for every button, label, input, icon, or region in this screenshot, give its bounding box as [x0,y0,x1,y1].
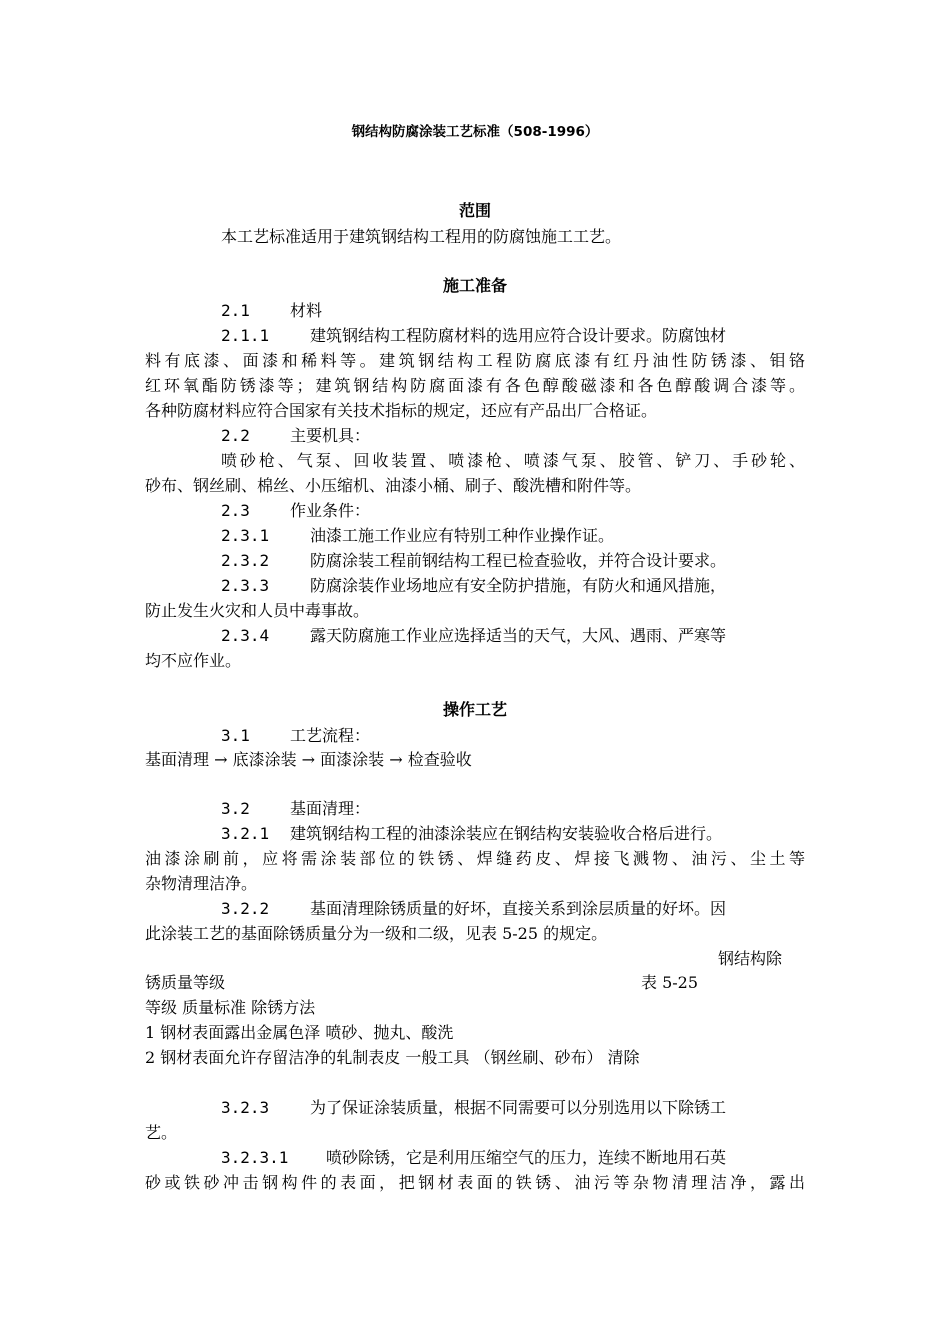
item-text: 此涂装工艺的基面除锈质量分为一级和二级，见表 5-25 的规定。 [145,924,608,943]
item-text: 红环氧酯防锈漆等；建筑钢结构防腐面漆有各色醇酸磁漆和各色醇酸调合漆等。 [145,376,805,395]
item-text: 基面清理： [290,799,371,818]
item-text: 砂布、钢丝刷、棉丝、小压缩机、油漆小桶、刷子、酸洗槽和附件等。 [145,476,642,495]
item-text: 主要机具： [290,426,371,445]
paragraph-scope: 本工艺标准适用于建筑钢结构工程用的防腐蚀施工工艺。 [221,227,622,246]
item-text: 防腐涂装作业场地应有安全防护措施，有防火和通风措施， [310,576,727,595]
item-text: 杂物清理洁净。 [145,874,258,893]
item-text: 喷砂枪、气泵、回收装置、喷漆枪、喷漆气泵、胶管、铲刀、手砂轮、 [221,451,805,470]
item-text: 料有底漆、面漆和稀料等。建筑钢结构工程防腐底漆有红丹油性防锈漆、钼铬 [145,351,805,370]
heading-preparation: 施工准备 [442,276,507,295]
item-number: 3.2.3 [221,1098,270,1117]
item-text: 均不应作业。 [145,651,242,670]
process-flow: 基面清理 → 底漆涂装 → 面漆涂装 → 检查验收 [145,750,472,769]
item-text: 基面清理除锈质量的好坏，直接关系到涂层质量的好坏。因 [310,899,727,918]
item-text: 建筑钢结构工程的油漆涂装应在钢结构安装验收合格后进行。 [290,824,723,843]
item-number: 3.2.3.1 [221,1148,289,1167]
table-row: 1 钢材表面露出金属色泽 喷砂、抛丸、酸洗 [145,1023,454,1042]
table-row: 2 钢材表面允许存留洁净的轧制表皮 一般工具 （钢丝刷、砂布） 清除 [145,1048,640,1067]
item-text: 砂或铁砂冲击钢构件的表面，把钢材表面的铁锈、油污等杂物清理洁净，露出 [145,1173,805,1192]
item-text: 作业条件： [290,501,371,520]
item-number: 3.2.1 [221,824,270,843]
item-text: 喷砂除锈，它是利用压缩空气的压力，连续不断地用石英 [326,1148,727,1167]
item-text: 油漆工施工作业应有特别工种作业操作证。 [310,526,615,545]
item-number: 2.3 [221,501,250,520]
item-number: 2.1.1 [221,326,270,345]
item-number: 2.3.2 [221,551,270,570]
item-text: 工艺流程： [290,726,371,745]
table-title: 锈质量等级 [145,973,226,992]
document-title: 钢结构防腐涂装工艺标准（508-1996） [351,124,599,140]
heading-scope: 范围 [458,201,491,220]
item-number: 2.3.1 [221,526,270,545]
item-number: 3.1 [221,726,250,745]
table-number: 表 5-25 [641,973,699,992]
item-number: 3.2 [221,799,250,818]
item-number: 2.3.3 [221,576,270,595]
item-text: 建筑钢结构工程防腐材料的选用应符合设计要求。防腐蚀材 [310,326,727,345]
heading-operation: 操作工艺 [442,700,507,719]
table-title: 钢结构除 [718,949,783,968]
item-text: 为了保证涂装质量，根据不同需要可以分别选用以下除锈工 [310,1098,727,1117]
item-number: 2.2 [221,426,250,445]
item-number: 2.1 [221,301,250,320]
item-text: 防腐涂装工程前钢结构工程已检查验收，并符合设计要求。 [310,551,727,570]
item-text: 油漆涂刷前，应将需涂装部位的铁锈、焊缝药皮、焊接飞溅物、油污、尘土等 [145,849,805,868]
item-number: 3.2.2 [221,899,270,918]
item-text: 各种防腐材料应符合国家有关技术指标的规定，还应有产品出厂合格证。 [145,401,658,420]
item-text: 防止发生火灾和人员中毒事故。 [145,601,370,620]
item-text: 材料 [290,301,323,320]
table-header: 等级 质量标准 除锈方法 [145,998,316,1017]
item-number: 2.3.4 [221,626,270,645]
item-text: 艺。 [145,1123,178,1142]
item-text: 露天防腐施工作业应选择适当的天气，大风、遇雨、严寒等 [310,626,727,645]
